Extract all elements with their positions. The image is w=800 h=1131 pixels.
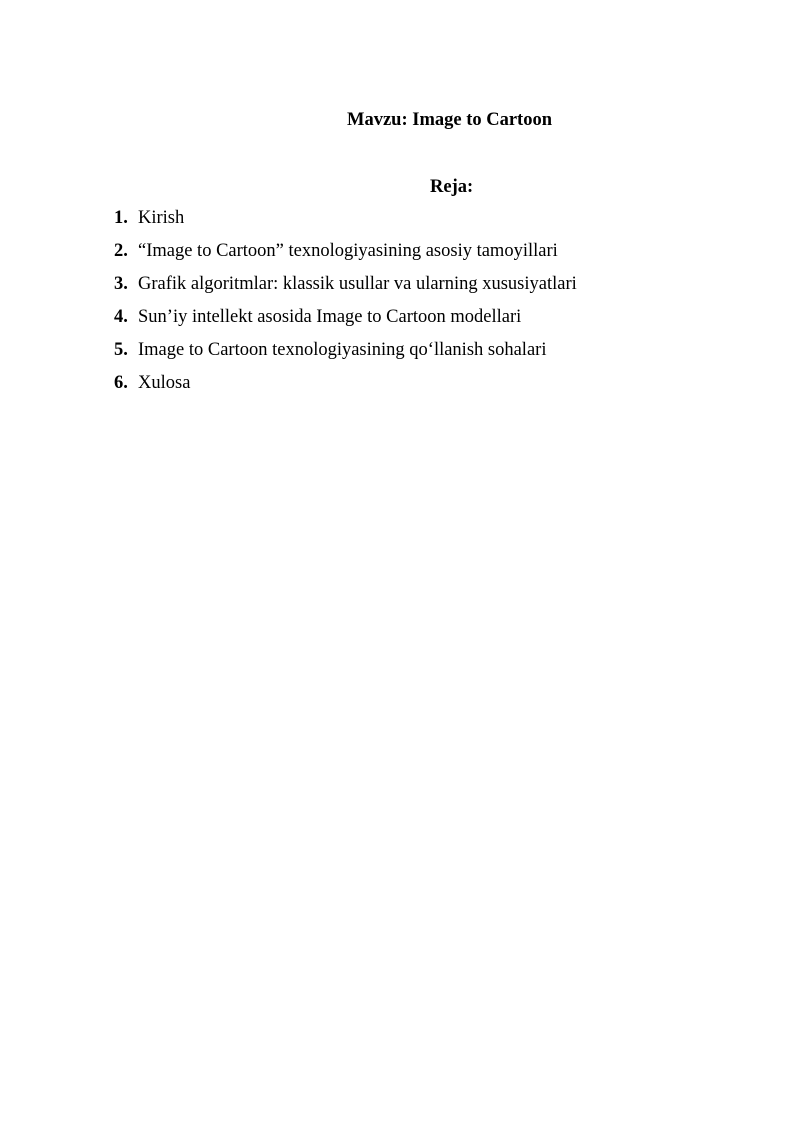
plan-item-3 (114, 272, 577, 305)
plan-item-text: Image to Cartoon texnologiyasining qo‘llanish sohalari (138, 340, 547, 360)
plan-item-text: Xulosa (138, 373, 191, 393)
plan-item-text: Grafik algoritmlar: klassik usullar va ularning xususiyatlari (138, 274, 577, 294)
document-topic-title: Mavzu: Image to Cartoon (347, 110, 552, 130)
plan-item-text: Sun’iy intellekt asosida Image to Cartoon modellari (138, 307, 522, 327)
plan-item-1 (114, 206, 577, 239)
plan-item-5 (114, 338, 577, 371)
plan-item-4 (114, 305, 577, 338)
plan-list (114, 206, 577, 404)
plan-item-number: 4. (114, 307, 128, 327)
plan-item-number: 1. (114, 208, 128, 228)
plan-item-number: 6. (114, 373, 128, 393)
plan-item-number: 2. (114, 241, 128, 261)
plan-heading: Reja: (430, 177, 474, 197)
plan-item-text: “Image to Cartoon” texnologiyasining asosiy tamoyillari (138, 241, 558, 261)
plan-item-2 (114, 239, 577, 272)
plan-item-number: 3. (114, 274, 128, 294)
plan-item-text: Kirish (138, 208, 185, 228)
plan-item-number: 5. (114, 340, 128, 360)
plan-item-6 (114, 371, 577, 404)
